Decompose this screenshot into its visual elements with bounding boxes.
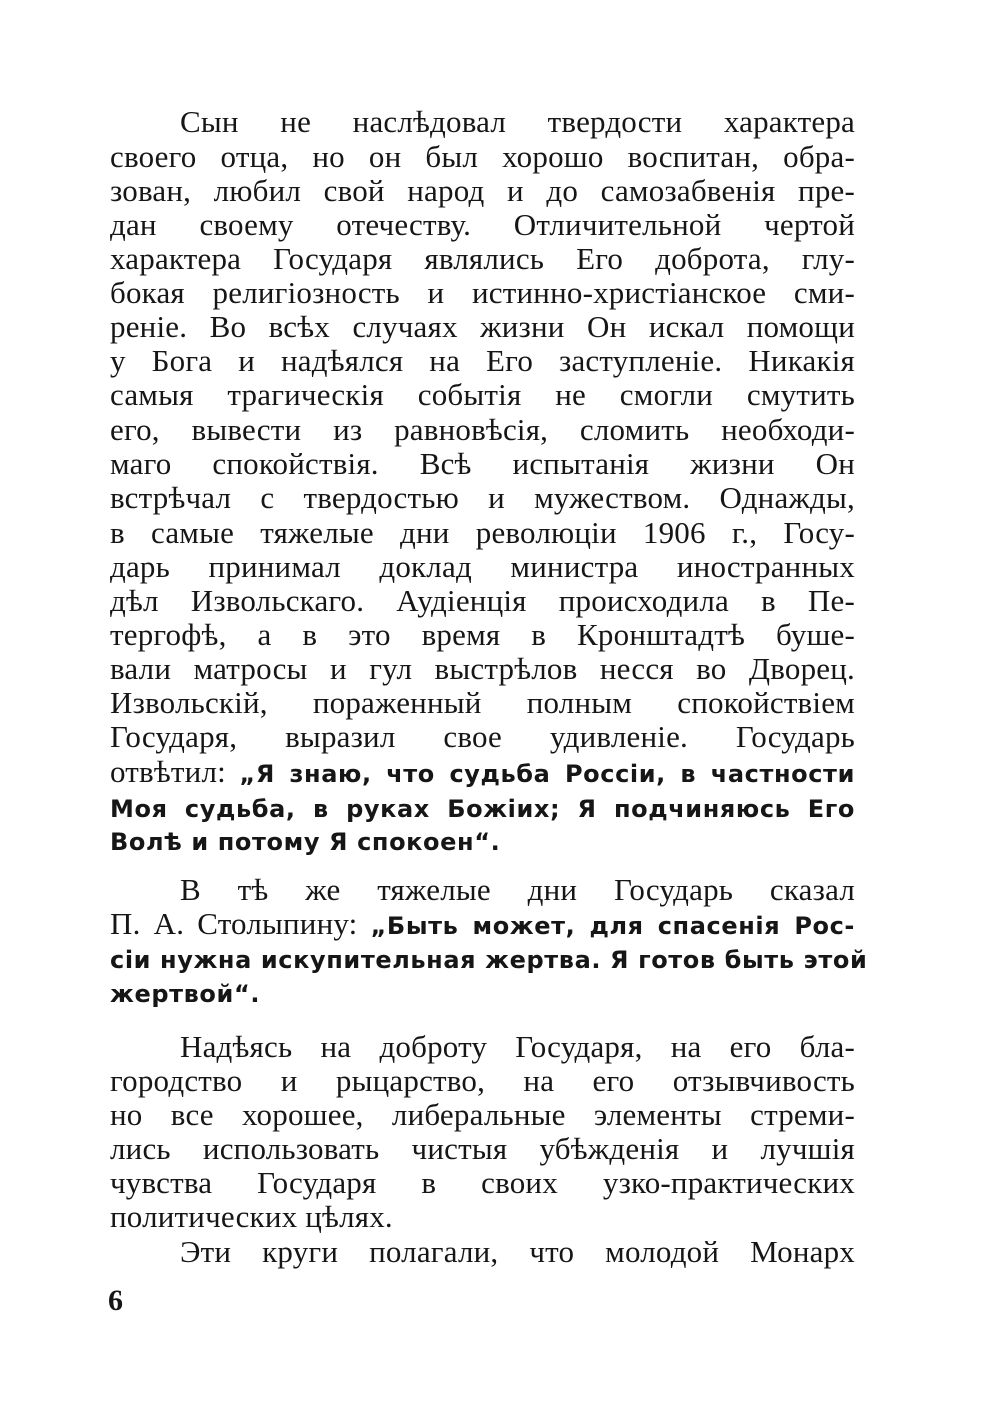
quote-text: жертвой“. xyxy=(110,980,261,1008)
body-text: городство и рыцарство, на его отзывчивость xyxy=(110,1063,855,1098)
body-text: реніе. Во всѣх случаях жизни Он искал помощи xyxy=(110,309,855,344)
text-line xyxy=(110,174,855,208)
body-text: вали матросы и гул выстрѣлов несся во Дворец. xyxy=(110,651,855,686)
text-line xyxy=(110,140,855,174)
text-line xyxy=(110,618,855,652)
text-line xyxy=(180,105,855,139)
body-text: дѣл Извольскаго. Аудіенція происходила в Пе- xyxy=(110,583,855,618)
text-line xyxy=(110,652,855,686)
body-text: у Бога и надѣялся на Его заступленіе. Никакія xyxy=(110,343,855,378)
text-line xyxy=(110,975,855,1009)
body-text: Сын не наслѣдовал твердости характера xyxy=(180,104,855,139)
quote-text: Моя судьба, в руках Божіих; Я подчиняюсь Его xyxy=(110,795,855,823)
body-text: отвѣтил: xyxy=(110,754,240,789)
body-text: маго спокойствія. Всѣ испытанія жизни Он xyxy=(110,446,855,481)
quote-text: „Я знаю, что судьба Россіи, в частности xyxy=(239,760,855,788)
text-line xyxy=(110,344,855,378)
body-text: Эти круги полагали, что молодой Монарх xyxy=(180,1234,855,1269)
quote-text: Волѣ и потому Я спокоен“. xyxy=(110,828,501,856)
text-line xyxy=(110,550,855,584)
text-line xyxy=(110,1098,855,1132)
text-line xyxy=(110,941,868,975)
text-line xyxy=(110,481,855,515)
text-line xyxy=(110,584,855,618)
text-line xyxy=(110,1200,855,1234)
text-line xyxy=(180,873,855,907)
body-text: самыя трагическія событія не смогли смутить xyxy=(110,377,855,412)
text-line xyxy=(110,1166,855,1200)
text-line xyxy=(110,720,855,754)
text-line xyxy=(180,1235,855,1269)
text-line xyxy=(110,516,855,550)
text-line xyxy=(110,755,855,789)
text-line xyxy=(110,242,855,276)
text-line xyxy=(110,413,855,447)
text-line xyxy=(110,823,855,857)
body-text: чувства Государя в своих узко-практических xyxy=(110,1165,855,1200)
quote-text: „Быть может, для спасенія Рос- xyxy=(370,912,855,940)
text-line xyxy=(110,907,855,941)
body-text: в самые тяжелые дни революціи 1906 г., Госу- xyxy=(110,515,855,550)
text-line xyxy=(110,310,855,344)
body-text: Надѣясь на доброту Государя, на его бла- xyxy=(180,1029,855,1064)
body-text: но все хорошее, либеральные элементы стреми- xyxy=(110,1097,855,1132)
text-line xyxy=(110,276,855,310)
body-text: П. А. Столыпину: xyxy=(110,906,371,941)
body-text: бокая религіозность и истинно-христіанское сми- xyxy=(110,275,855,310)
text-line xyxy=(110,1132,855,1166)
quote-text: сіи нужна искупительная жертва. Я готов быть этой xyxy=(110,946,868,974)
body-text: Извольскій, пораженный полным спокойствіем xyxy=(110,685,855,720)
body-text: характера Государя являлись Его доброта, глу- xyxy=(110,241,855,276)
body-text: лись использовать чистыя убѣжденія и лучшія xyxy=(110,1131,855,1166)
text-line xyxy=(110,208,855,242)
body-text: В тѣ же тяжелые дни Государь сказал xyxy=(180,872,855,907)
body-text: политических цѣлях. xyxy=(110,1199,393,1234)
text-line xyxy=(110,378,855,412)
body-text: встрѣчал с твердостью и мужеством. Однажды, xyxy=(110,480,855,515)
text-line xyxy=(110,1064,855,1098)
body-text: зован, любил свой народ и до самозабвенія пре- xyxy=(110,173,855,208)
page-number: 6 xyxy=(108,1284,123,1317)
body-text: тергофѣ, а в это время в Кронштадтѣ буше- xyxy=(110,617,855,652)
text-line xyxy=(180,1030,855,1064)
text-line xyxy=(110,790,855,824)
text-line xyxy=(110,447,855,481)
body-text: Государя, выразил свое удивленіе. Государь xyxy=(110,719,855,754)
body-text: дарь принимал доклад министра иностранных xyxy=(110,549,855,584)
body-text: дан своему отечеству. Отличительной чертой xyxy=(110,207,855,242)
body-text: его, вывести из равновѣсія, сломить необходи- xyxy=(110,412,855,447)
body-text: своего отца, но он был хорошо воспитан, обра- xyxy=(110,139,855,174)
text-line xyxy=(110,686,855,720)
